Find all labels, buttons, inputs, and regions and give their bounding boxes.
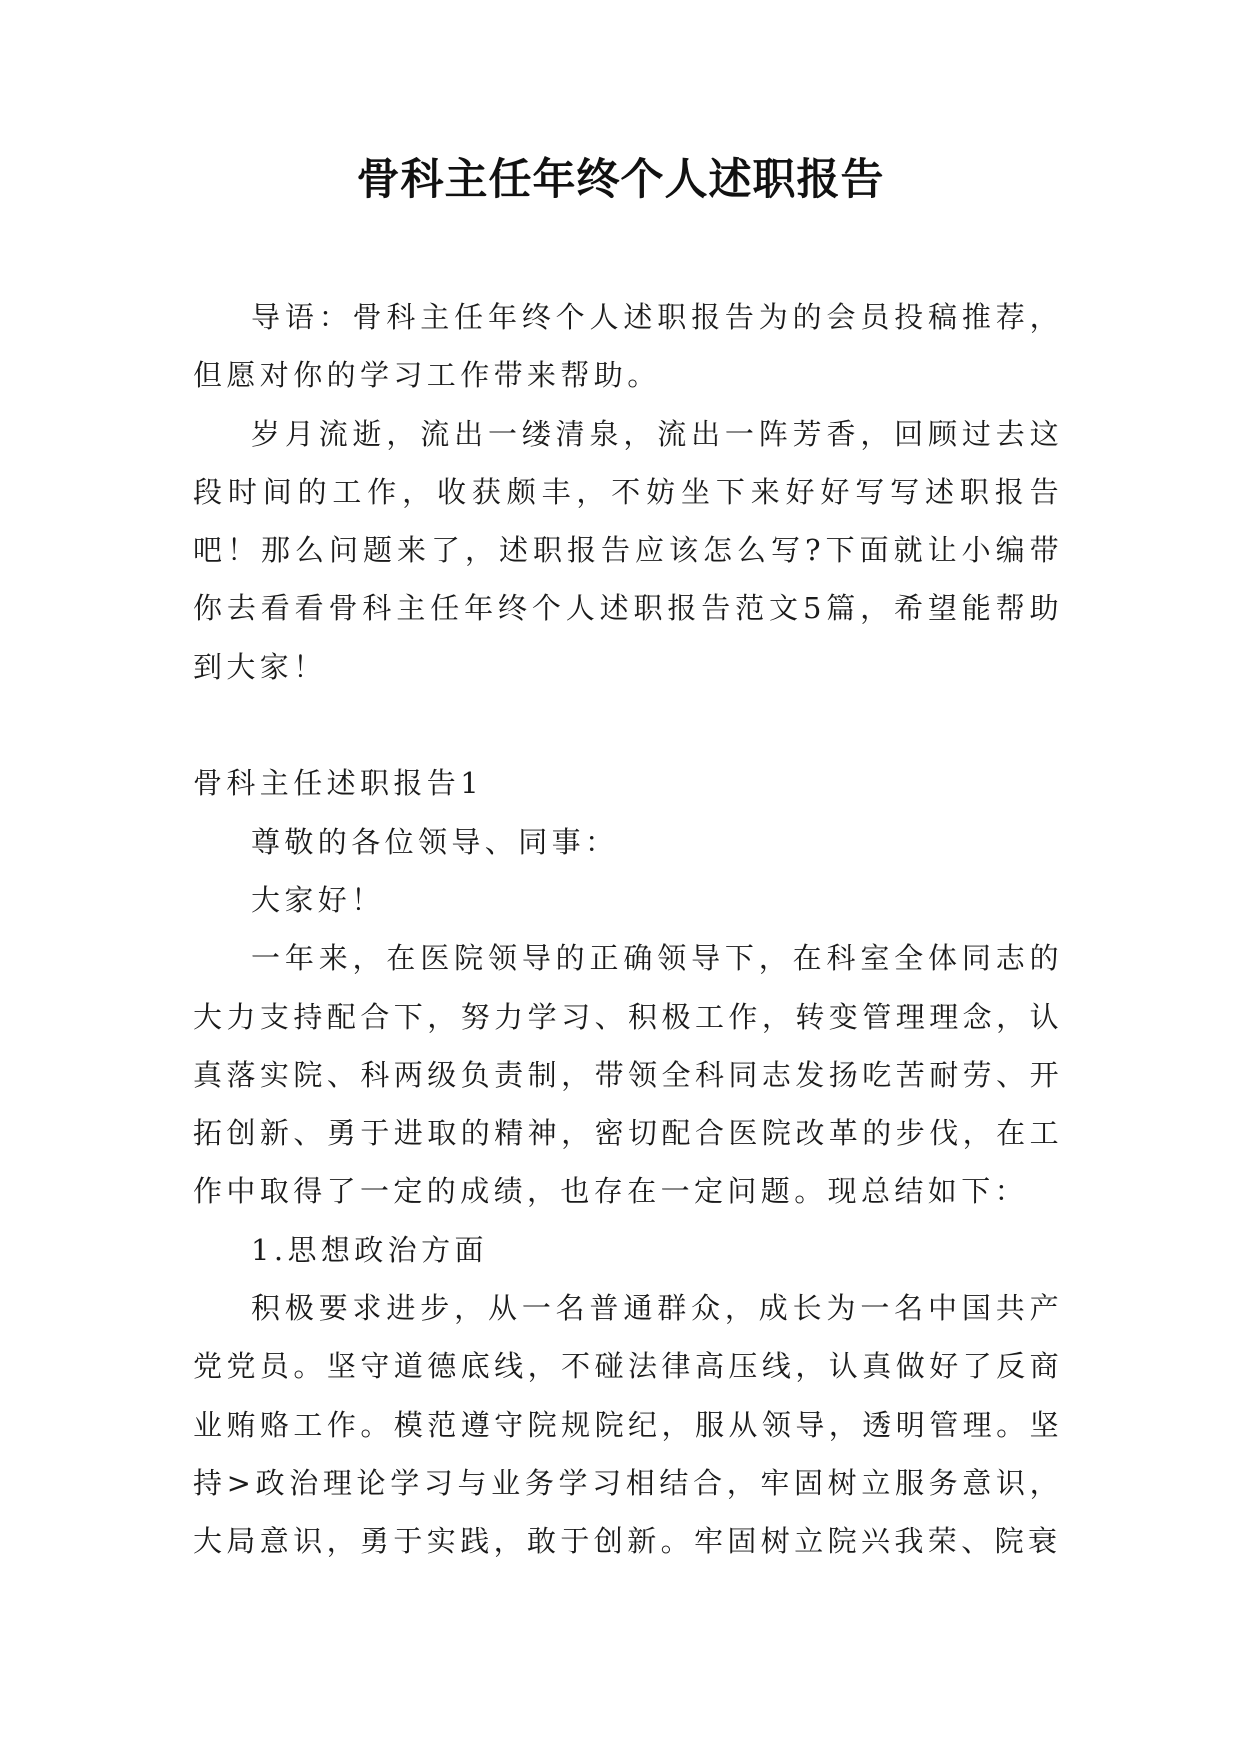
politics-paragraph: 积极要求进步，从一名普通群众，成长为一名中国共产党党员。坚守道德底线，不碰法律高压线，认真做好了反商业贿赂工作。模范遵守院规院纪，服从领导，透明管理。坚持>政治理论学习与业务学习相结合，牢固树立服务意识，大局意识，勇于实践，敢于创新。牢固树立院兴我荣、院衰 <box>193 1291 1063 1559</box>
summary-paragraph: 一年来，在医院领导的正确领导下，在科室全体同志的大力支持配合下，努力学习、积极工作，转变管理理念，认真落实院、科两级负责制，带领全科同志发扬吃苦耐劳、开拓创新、勇于进取的精神，密切配合医院改革的步伐，在工作中取得了一定的成绩，也存在一定问题。现总结如下： <box>193 941 1063 1209</box>
document-body <box>193 288 1063 1571</box>
subsection-heading: 1.思想政治方面 <box>251 1232 488 1267</box>
section-heading: 骨科主任述职报告1 <box>193 766 484 801</box>
intro-paragraph: 导语：骨科主任年终个人述职报告为的会员投稿推荐，但愿对你的学习工作带来帮助。 <box>193 300 1063 393</box>
salutation-paragraph: 尊敬的各位领导、同事： <box>251 824 619 859</box>
greeting-paragraph: 大家好！ <box>251 882 385 917</box>
preface-paragraph: 岁月流逝，流出一缕清泉，流出一阵芳香，回顾过去这段时间的工作，收获颇丰，不妨坐下来好好写写述职报告吧！那么问题来了，述职报告应该怎么写?下面就让小编带你去看看骨科主任年终个人述职报告范文5篇，希望能帮助到大家！ <box>193 416 1063 684</box>
paragraph-gap <box>193 696 1063 754</box>
document-title: 骨科主任年终个人述职报告 <box>356 155 885 205</box>
